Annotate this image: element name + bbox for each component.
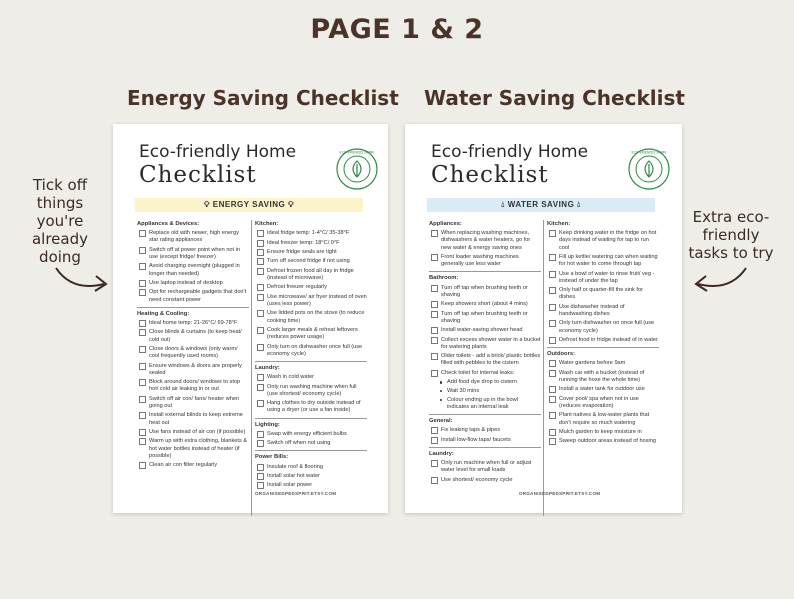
item-label: Use a bowl of water to rinse fruit/ veg - instead of under the tap (559, 270, 655, 284)
section-title: Heating & Cooling: (137, 310, 190, 317)
item-label: Use dishwasher instead of handwashing dishes (559, 303, 625, 317)
checkbox[interactable] (431, 460, 438, 467)
checklist-item[interactable] (547, 304, 659, 318)
checkbox[interactable] (257, 440, 264, 447)
checkbox[interactable] (431, 285, 438, 292)
checklist-item[interactable] (255, 482, 367, 489)
item-label: Wash car with a bucket (instead of running the hose the whole time) (559, 369, 645, 383)
checkbox[interactable] (139, 247, 146, 254)
item-label: Front loader washing machines generally use less water (441, 254, 519, 268)
checkbox[interactable] (257, 400, 264, 407)
banner-label: ENERGY SAVING (212, 200, 286, 209)
section-divider (255, 450, 367, 451)
item-label: Older toilets - add a brick/ plastic bottles filled with pebbles to the cistern (441, 353, 541, 367)
water-left-column (429, 218, 541, 486)
checklist-item[interactable] (547, 254, 659, 268)
item-label: Only half or quarter-fill the sink for dishes (559, 287, 643, 301)
seal-text: ECO-FRIENDLY HOME (339, 150, 375, 155)
checkbox[interactable] (257, 230, 264, 237)
checklist-item[interactable] (255, 400, 367, 414)
doc-title: Eco-friendly Home (431, 142, 589, 162)
checkbox[interactable] (139, 320, 146, 327)
checklist-item[interactable] (429, 427, 541, 434)
item-label: Install solar hot water (267, 472, 320, 479)
checklist-item[interactable] (255, 258, 367, 265)
item-label: Turn off second fridge if not using (267, 258, 350, 265)
checklist-item[interactable] (547, 360, 659, 367)
checkbox[interactable] (257, 249, 264, 256)
checkbox[interactable] (257, 310, 264, 317)
checkbox[interactable] (257, 344, 264, 351)
checkbox[interactable] (257, 268, 264, 275)
item-label: Only run machine when full or adjust water level for small loads (441, 460, 532, 474)
checklist-item[interactable] (429, 311, 541, 325)
item-label: Block around doors/ windows to stop hot/ cold air leaking in or out (149, 379, 241, 393)
page-footer: ORGANISEDPEDSPRIT.ETSY.COM (255, 491, 337, 496)
column-divider (251, 220, 252, 516)
right-note-line: friendly (702, 226, 760, 244)
bullet-item: Colour ending up in the bowl indicates an internal leak (429, 397, 541, 411)
bullet-item: Add food dye drop to cistern (429, 379, 541, 386)
checkbox[interactable] (549, 438, 556, 445)
item-label: Clean air con filter regularly (149, 462, 218, 469)
lightbulb-icon: 💡︎ (203, 200, 211, 209)
checklist-item[interactable] (255, 344, 367, 358)
section-title: Kitchen: (255, 221, 279, 227)
checklist-item[interactable] (137, 429, 249, 436)
item-label: Use microwave/ air fryer instead of oven (uses less power) (267, 293, 367, 307)
item-label: Ideal fridge temp: 1-4°C/ 35-38°F (267, 230, 350, 237)
checkbox[interactable] (139, 263, 146, 270)
item-label: Ensure fridge seals are tight (267, 248, 337, 255)
checklist-item[interactable] (429, 327, 541, 334)
checklist-item[interactable] (547, 271, 659, 285)
energy-right-column (255, 218, 367, 492)
left-note-line: things (36, 194, 84, 212)
checklist-item[interactable] (547, 337, 659, 344)
section-divider (137, 307, 249, 308)
item-label: Keep showers short (about 4 mins) (441, 301, 528, 308)
checklist-item[interactable] (137, 412, 249, 426)
checkbox[interactable] (257, 294, 264, 301)
checkbox[interactable] (549, 320, 556, 327)
item-label: Replace old with newer, high energy star rating appliances (149, 230, 239, 244)
lightbulb-icon: 💡︎ (287, 200, 295, 209)
item-label: Use laptop instead of desktop (149, 279, 223, 286)
item-label: Keep drinking water in the fridge on hot days instead of waiting for tap to run cool (559, 230, 657, 251)
checkbox[interactable] (549, 271, 556, 278)
right-note (683, 208, 779, 262)
checkbox[interactable] (431, 427, 438, 434)
checklist-item[interactable] (255, 284, 367, 291)
left-arrow-icon (52, 262, 114, 298)
checkbox[interactable] (139, 412, 146, 419)
checklist-item[interactable] (255, 473, 367, 480)
item-label: Plant natives & low-water plants that don't require so much watering (559, 412, 650, 426)
checkbox[interactable] (431, 370, 438, 377)
checklist-item[interactable] (137, 280, 249, 287)
checklist-item[interactable] (429, 254, 541, 268)
doc-title: Eco-friendly Home (139, 142, 297, 162)
checklist-item[interactable] (137, 462, 249, 469)
item-label: Close blinds & curtains (to keep heat/ cold out) (149, 329, 242, 343)
item-label: Water gardens before 9am (559, 360, 626, 367)
checklist-item[interactable] (255, 464, 367, 471)
item-label: Hang clothes to dry outside instead of using a dryer (or use a fan inside) (267, 400, 361, 414)
checklist-item[interactable] (429, 477, 541, 484)
water-banner (427, 198, 655, 212)
checklist-item[interactable] (255, 374, 367, 381)
checklist-item[interactable] (547, 370, 659, 384)
checklist-item[interactable] (137, 363, 249, 377)
checkbox[interactable] (257, 464, 264, 471)
checkbox[interactable] (139, 289, 146, 296)
item-label: Install external blinds to keep extreme heat out (149, 412, 243, 426)
checkbox[interactable] (257, 431, 264, 438)
eco-seal-icon (335, 147, 379, 191)
section-divider (547, 347, 659, 348)
item-label: Defrost frozen food all day in fridge (instead of microwave) (267, 267, 354, 281)
item-label: Only turn on dishwasher once full (use economy cycle) (267, 343, 363, 357)
checkbox[interactable] (549, 370, 556, 377)
item-label: Cook larger meals & reheat leftovers (reduces power usage) (267, 326, 358, 341)
checklist-item[interactable] (429, 301, 541, 308)
checklist-item[interactable] (137, 230, 249, 244)
checkbox[interactable] (549, 230, 556, 237)
checklist-item[interactable] (255, 440, 367, 447)
section-title: Kitchen: (547, 221, 571, 227)
item-label: Turn off tap when brushing teeth or shaving (441, 284, 528, 298)
checklist-item[interactable] (255, 249, 367, 256)
section-title: Outdoors: (547, 351, 576, 358)
item-label: Ideal home temp: 21-26°C/ 69-78°F (149, 319, 238, 326)
energy-subtitle: Energy Saving Checklist (127, 86, 399, 110)
checkbox[interactable] (549, 429, 556, 436)
checkbox[interactable] (139, 462, 146, 469)
checkbox[interactable] (257, 482, 264, 489)
checklist-item[interactable] (547, 412, 659, 426)
section-title: Laundry: (255, 364, 280, 371)
checklist-item[interactable] (255, 431, 367, 438)
checklist-item[interactable] (137, 396, 249, 410)
checkbox[interactable] (257, 284, 264, 291)
item-label: Switch off air con/ fans/ heater when going out (149, 395, 240, 409)
checkbox[interactable] (431, 437, 438, 444)
checklist-item[interactable] (255, 294, 367, 308)
doc-subtitle: Checklist (139, 162, 257, 188)
item-label: Sweep outdoor areas instead of hosing (559, 438, 657, 445)
checkbox[interactable] (549, 337, 556, 344)
item-label: Mulch garden to keep moisture in (559, 428, 642, 435)
bullet-item: Wait 30 mins (429, 388, 541, 395)
checklist-item[interactable] (255, 268, 367, 282)
section-divider (255, 361, 367, 362)
checklist-item[interactable] (137, 329, 249, 343)
item-label: Install a water tank for outdoor use (559, 386, 645, 393)
checkbox[interactable] (431, 477, 438, 484)
checklist-item[interactable] (137, 289, 249, 303)
item-label: Only run washing machine when full (use shortest/ economy cycle) (267, 383, 357, 397)
item-label: Install low-flow taps/ faucets (441, 436, 511, 443)
checkbox[interactable] (431, 337, 438, 344)
section-title: Appliances: (429, 221, 462, 227)
section-divider (255, 418, 367, 419)
energy-banner (135, 198, 363, 212)
item-label: Install solar power (267, 482, 313, 489)
checklist-item[interactable] (255, 240, 367, 247)
item-label: Use lidded pots on the stove (to reduce cooking time) (267, 310, 365, 324)
checklist-item[interactable] (547, 320, 659, 334)
section-title: Appliances & Devices: (137, 221, 200, 227)
item-label: Use shortest/ economy cycle (441, 476, 513, 483)
checkbox[interactable] (549, 304, 556, 311)
right-note-line: tasks to try (688, 244, 774, 262)
water-drop-icon: 💧︎ (577, 200, 581, 209)
checklist-item[interactable] (137, 320, 249, 327)
item-label: Fix leaking taps & pipes (441, 427, 501, 434)
checkbox[interactable] (431, 311, 438, 318)
checklist-item[interactable] (547, 429, 659, 436)
item-label: Defrost freezer regularly (267, 284, 327, 291)
checklist-item[interactable] (255, 384, 367, 398)
item-label: Wash in cold water (267, 374, 315, 381)
page-footer: ORGANISEDPEDSPRIT.ETSY.COM (519, 491, 601, 496)
item-label: Cover pool/ spa when not in use (reduces evaporation) (559, 395, 639, 409)
checklist-item[interactable] (255, 310, 367, 324)
checklist-item[interactable] (547, 438, 659, 445)
item-label: Defrost food in fridge instead of in water (559, 336, 658, 343)
checkbox[interactable] (431, 254, 438, 261)
checklist-item[interactable] (547, 230, 659, 252)
page-heading: PAGE 1 & 2 (310, 14, 484, 45)
checklist-item[interactable] (137, 346, 249, 360)
checkbox[interactable] (139, 438, 146, 445)
checkbox[interactable] (549, 254, 556, 261)
section-title: Power Bills: (255, 454, 289, 461)
checklist-item[interactable] (429, 337, 541, 351)
checklist-item[interactable] (137, 438, 249, 460)
left-note-line: doing (39, 248, 81, 266)
item-label: Warm up with extra clothing, blankets & hot water bottles instead of heater (if possible) (149, 438, 248, 459)
checklist-item[interactable] (429, 353, 541, 367)
section-title: General: (429, 418, 453, 425)
checkbox[interactable] (549, 360, 556, 367)
left-note (20, 176, 100, 266)
left-note-line: Tick off (32, 176, 88, 194)
checkbox[interactable] (549, 396, 556, 403)
item-label: Ideal freezer temp: 18°C/ 0°F (267, 239, 340, 246)
checklist-item[interactable] (255, 327, 367, 341)
water-right-column (547, 218, 659, 448)
checkbox[interactable] (549, 287, 556, 294)
checklist-item[interactable] (429, 460, 541, 474)
checkbox[interactable] (257, 327, 264, 334)
checklist-item[interactable] (429, 230, 541, 252)
energy-checklist-page (113, 124, 388, 513)
checkbox[interactable] (257, 384, 264, 391)
eco-seal-icon (627, 147, 671, 191)
checkbox[interactable] (139, 329, 146, 336)
checkbox[interactable] (257, 240, 264, 247)
item-label: Ensure windows & doors are properly sealed (149, 362, 242, 376)
section-title: Bathroom: (429, 275, 459, 282)
section-divider (429, 414, 541, 415)
section-divider (429, 271, 541, 272)
item-label: When replacing washing machines, dishwashers & water heaters, go for new water & energy saving ones (441, 230, 531, 251)
checkbox[interactable] (139, 230, 146, 237)
checkbox[interactable] (431, 301, 438, 308)
item-label: Install water-saving shower head (441, 327, 523, 334)
item-label: Switch off at power point when not in use (except fridge/ freezer) (149, 246, 241, 260)
left-note-line: already (31, 230, 88, 248)
checkbox[interactable] (139, 379, 146, 386)
right-arrow-icon (688, 262, 752, 298)
checklist-item[interactable] (255, 230, 367, 237)
water-subtitle: Water Saving Checklist (424, 86, 685, 110)
checkbox[interactable] (431, 327, 438, 334)
water-drop-icon: 💧︎ (501, 200, 505, 209)
checklist-item[interactable] (137, 247, 249, 261)
checklist-item[interactable] (137, 263, 249, 277)
checklist-item[interactable] (547, 386, 659, 393)
checkbox[interactable] (549, 386, 556, 393)
item-label: Only turn dishwasher on once full (use economy cycle) (559, 320, 655, 334)
right-note-line: Extra eco- (692, 208, 770, 226)
checkbox[interactable] (139, 280, 146, 287)
section-divider (429, 447, 541, 448)
item-label: Swap with energy efficient bulbs (267, 430, 347, 437)
checkbox[interactable] (431, 230, 438, 237)
checkbox[interactable] (257, 473, 264, 480)
item-label: Check toilet for internal leaks: (441, 369, 515, 376)
item-label: Fill up kettle/ watering can when waiting for hot water to come through tap (559, 254, 658, 268)
doc-subtitle: Checklist (431, 162, 549, 188)
checklist-item[interactable] (137, 379, 249, 393)
item-label: Switch off when not using (267, 440, 331, 447)
section-title: Lighting: (255, 421, 280, 428)
item-label: Close doors & windows (only warm/ cool frequently used rooms) (149, 345, 238, 360)
banner-label: WATER SAVING (507, 200, 575, 209)
checklist-item[interactable] (429, 285, 541, 299)
section-title: Laundry: (429, 450, 454, 457)
item-label: Insulate roof & flooring (267, 463, 323, 470)
energy-left-column (137, 218, 249, 472)
checkbox[interactable] (257, 258, 264, 265)
checklist-item[interactable] (429, 370, 541, 377)
water-checklist-page (405, 124, 682, 513)
column-divider (543, 220, 544, 516)
checklist-item[interactable] (547, 396, 659, 410)
checkbox[interactable] (139, 396, 146, 403)
checkbox[interactable] (139, 429, 146, 436)
checklist-item[interactable] (547, 287, 659, 301)
item-label: Collect excess shower water in a bucket for watering plants (441, 336, 541, 350)
checkbox[interactable] (257, 374, 264, 381)
checkbox[interactable] (139, 363, 146, 370)
item-label: Opt for rechargeable gadgets that don't need constant power (149, 289, 247, 303)
checkbox[interactable] (431, 353, 438, 360)
item-label: Use fans instead of air con (if possible) (149, 428, 246, 435)
item-label: Turn off tap when brushing teeth or shaving (441, 310, 528, 324)
checkbox[interactable] (549, 412, 556, 419)
item-label: Avoid charging overnight (plugged in longer than needed) (149, 263, 240, 277)
seal-text: ECO-FRIENDLY HOME (631, 150, 667, 155)
checklist-item[interactable] (429, 437, 541, 444)
checkbox[interactable] (139, 346, 146, 353)
left-note-line: you're (36, 212, 84, 230)
